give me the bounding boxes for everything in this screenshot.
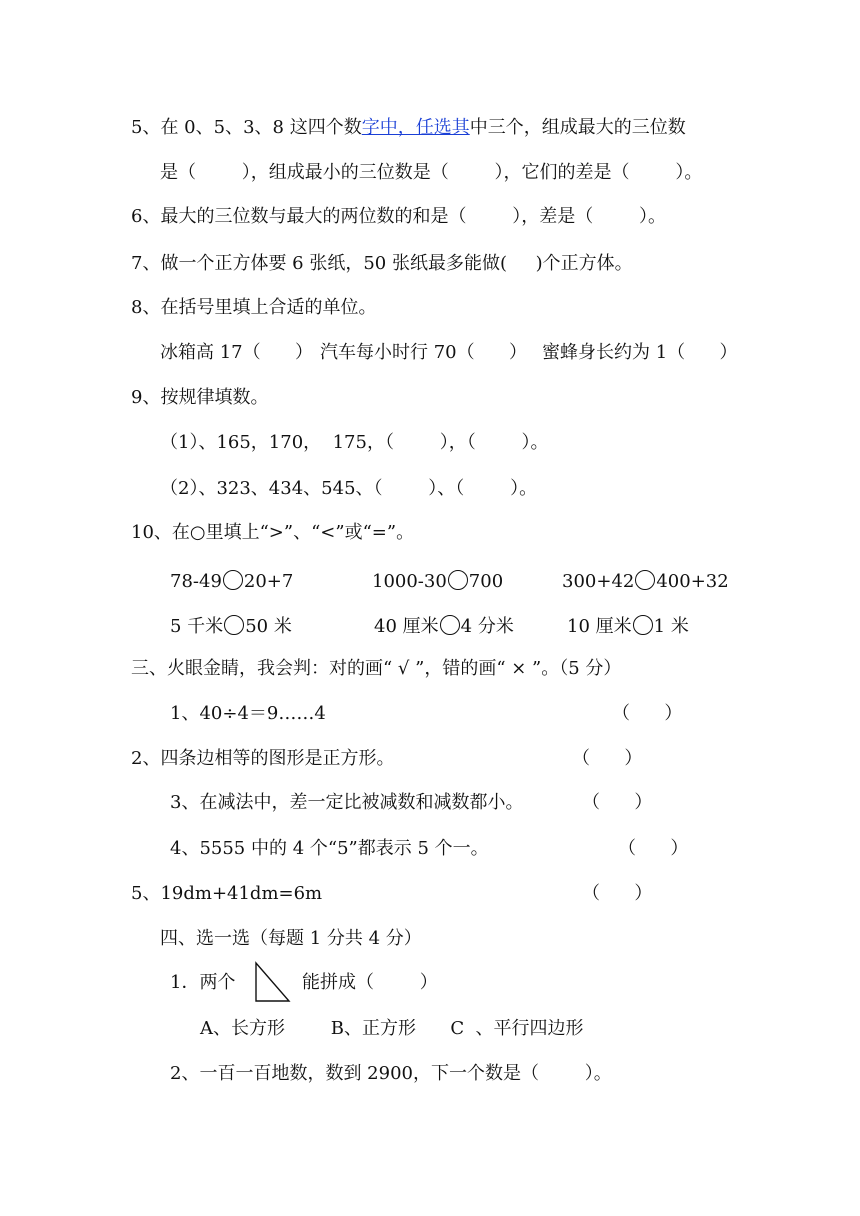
compare-left: 10 厘米 [567, 616, 632, 637]
section3-title: 三、火眼金睛，我会判：对的画“ √ ”，错的画“ × ”。（5 分） [131, 658, 622, 679]
compare-left: 78-49 [170, 571, 222, 592]
q5-line2: 是（ ），组成最小的三位数是（ ），它们的差是（ ）。 [160, 162, 703, 183]
q8-item-bee: 蜜蜂身长约为 1（ ） [542, 342, 738, 363]
compare-left: 300+42 [562, 571, 635, 592]
q7-line: 7、做一个正方体要 6 张纸，50 张纸最多能做( )个正方体。 [131, 253, 633, 274]
compare-right: 4 分米 [460, 616, 514, 637]
q9-title: 9、按规律填数。 [131, 387, 269, 408]
q9-line2: （2）、323、434、545、（ ）、（ ）。 [160, 478, 538, 499]
compare-circle-icon [440, 615, 460, 635]
choice-q1-post: 能拼成（ ） [302, 972, 438, 993]
compare-item [567, 615, 689, 639]
compare-item [374, 615, 514, 639]
q5-line1-pre: 5、在 0、5、3、8 这四个数 [131, 117, 362, 138]
choice-q1-options: A、长方形 B、正方形 C 、平行四边形 [200, 1018, 584, 1039]
compare-circle-icon [633, 615, 653, 635]
judge-item-3: 3、在减法中，差一定比被减数和减数都小。 [170, 792, 524, 813]
q5-inline-link[interactable]: 字中，任选其 [361, 117, 470, 138]
compare-item [170, 615, 292, 639]
choice-q1-pre: 1．两个 [170, 972, 236, 993]
q8-title: 8、在括号里填上合适的单位。 [131, 297, 377, 318]
compare-item [372, 570, 503, 594]
judge-item-5: 5、19dm+41dm=6m [131, 883, 323, 904]
compare-left: 40 厘米 [374, 616, 439, 637]
compare-circle-icon [223, 570, 243, 590]
choice-q2: 2、一百一百地数，数到 2900，下一个数是（ ）。 [170, 1063, 612, 1084]
judge-answer-paren: （ ） [582, 883, 653, 904]
judge-answer-paren: （ ） [582, 792, 653, 813]
section4-title: 四、选一选（每题 1 分共 4 分） [160, 928, 422, 949]
q8-item-car: 汽车每小时行 70（ ） [320, 342, 527, 363]
judge-answer-paren: （ ） [612, 703, 683, 724]
q5-line1 [131, 116, 686, 140]
judge-item-1: 1、40÷4＝9……4 [170, 703, 326, 724]
q9-line1: （1）、165，170， 175，（ ），（ ）。 [160, 432, 549, 453]
q8-item-fridge: 冰箱高 17（ ） [160, 342, 313, 363]
compare-item [170, 570, 293, 594]
right-triangle-icon [252, 960, 292, 1004]
compare-right: 400+32 [656, 571, 729, 592]
q6-line: 6、最大的三位数与最大的两位数的和是（ ），差是（ ）。 [131, 206, 666, 227]
compare-left: 1000-30 [372, 571, 447, 592]
compare-left: 5 千米 [170, 616, 224, 637]
compare-right: 700 [468, 571, 504, 592]
compare-right: 50 米 [245, 616, 292, 637]
q10-title: 10、在○里填上“>”、“<”或“=”。 [131, 522, 415, 543]
compare-circle-icon [635, 570, 655, 590]
compare-circle-icon [448, 570, 468, 590]
q5-line1-post: 中三个，组成最大的三位数 [469, 117, 686, 138]
judge-item-2: 2、四条边相等的图形是正方形。 [131, 748, 395, 769]
compare-right: 20+7 [243, 571, 294, 592]
compare-item [562, 570, 729, 594]
judge-answer-paren: （ ） [618, 838, 689, 859]
judge-item-4: 4、5555 中的 4 个“5”都表示 5 个一。 [170, 838, 489, 859]
compare-circle-icon [224, 615, 244, 635]
compare-right: 1 米 [653, 616, 689, 637]
judge-answer-paren: （ ） [572, 748, 643, 769]
